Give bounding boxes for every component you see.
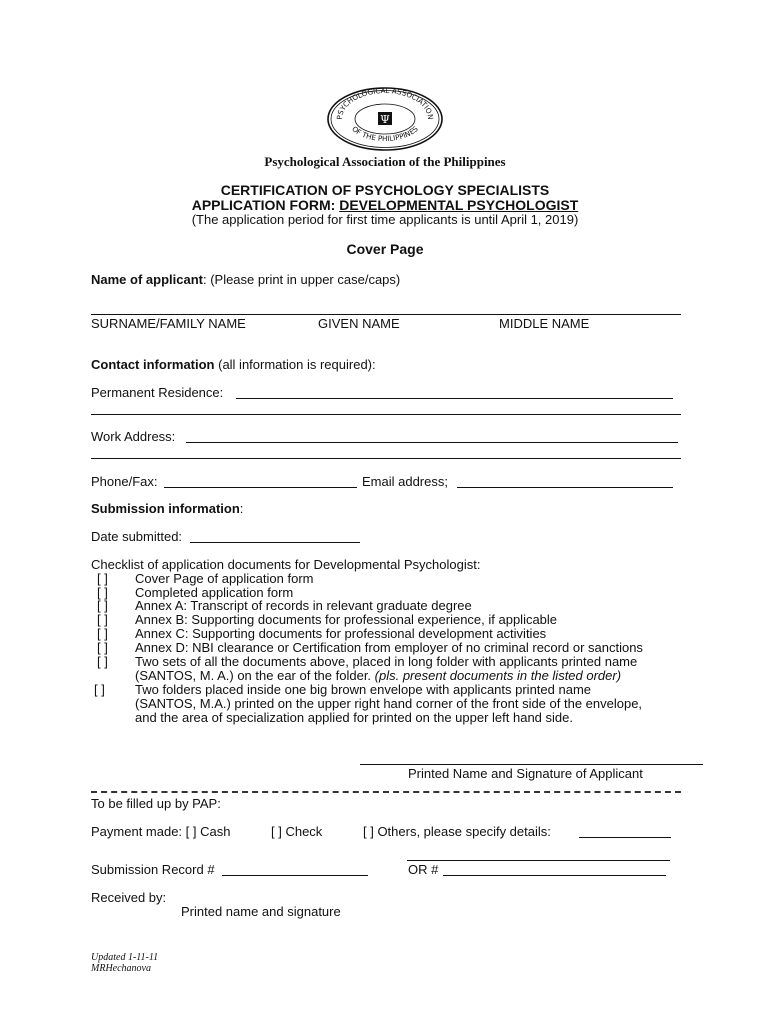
- continuation-text: (SANTOS, M. A.) on the ear of the folder.: [135, 668, 375, 683]
- checklist-item-text: Annex A: Transcript of records in relevant graduate degree: [135, 598, 472, 613]
- checklist-item-continuation: [135, 668, 621, 683]
- checkbox[interactable]: [ ]: [97, 598, 108, 613]
- checklist-item[interactable]: [97, 571, 313, 586]
- svg-text:OF THE PHILIPPINES: [350, 124, 420, 143]
- checkbox[interactable]: [ ]: [97, 654, 108, 669]
- checklist-item[interactable]: [97, 612, 557, 627]
- applicant-signature-label: Printed Name and Signature of Applicant: [408, 766, 643, 781]
- checklist-item-text: Completed application form: [135, 585, 294, 600]
- checklist-item-text: Annex B: Supporting documents for professional experience, if applicable: [135, 612, 558, 627]
- checklist-item[interactable]: [97, 598, 472, 613]
- checkbox[interactable]: [ ]: [94, 682, 105, 697]
- submission-label-colon: :: [239, 501, 244, 516]
- phone-fax-field[interactable]: [164, 487, 357, 488]
- name-entry-line[interactable]: [91, 314, 681, 315]
- date-submitted-label: Date submitted:: [91, 529, 183, 544]
- cover-page-heading: Cover Page: [346, 241, 424, 257]
- checklist-item[interactable]: [97, 626, 546, 641]
- form-title-line2: [0, 197, 770, 213]
- contact-info-label: [91, 357, 376, 372]
- checklist-item[interactable]: [97, 640, 643, 655]
- org-name: Psychological Association of the Philippines: [264, 154, 506, 169]
- payment-others-option[interactable]: [ ] Others, please specify details:: [363, 824, 551, 839]
- checkbox[interactable]: [ ]: [97, 571, 108, 586]
- pap-logo: [326, 86, 444, 152]
- or-number-label: OR #: [408, 862, 439, 877]
- footer-updated: Updated 1-11-11: [91, 952, 159, 963]
- date-submitted-field[interactable]: [190, 542, 360, 543]
- psi-symbol: Ψ: [380, 113, 390, 126]
- checklist-item-text: Cover Page of application form: [135, 571, 314, 586]
- checklist-item-text: Two folders placed inside one big brown envelope with applicants printed name: [135, 682, 592, 697]
- checkbox[interactable]: [ ]: [97, 612, 108, 627]
- checklist-item-continuation: (SANTOS, M.A.) printed on the upper right hand corner of the front side of the envelope,: [135, 696, 643, 711]
- permanent-residence-field[interactable]: [236, 398, 673, 399]
- or-number-top-line[interactable]: [407, 860, 670, 861]
- checklist-item-text: Annex D: NBI clearance or Certification from employer of no criminal record or sanctions: [135, 640, 643, 655]
- work-address-field[interactable]: [186, 442, 678, 443]
- email-field[interactable]: [457, 487, 673, 488]
- checkbox[interactable]: [ ]: [97, 585, 108, 600]
- checkbox[interactable]: [ ]: [97, 640, 108, 655]
- seal-graphic: [326, 86, 444, 152]
- permanent-residence-line2[interactable]: [91, 414, 681, 415]
- received-by-label: Received by:: [91, 890, 167, 905]
- submission-record-field[interactable]: [222, 875, 368, 876]
- checklist-item-text: Two sets of all the documents above, placed in long folder with applicants printed name: [135, 654, 638, 669]
- submission-label-bold: Submission information: [91, 501, 240, 516]
- checklist-item[interactable]: [97, 654, 637, 669]
- form-title-prefix: APPLICATION FORM:: [191, 197, 340, 213]
- received-by-signature-label: Printed name and signature: [181, 904, 341, 919]
- checklist-item-continuation: and the area of specialization applied for printed on the upper left hand side.: [135, 710, 573, 725]
- payment-details-field[interactable]: [579, 837, 671, 838]
- name-label-note: : (Please print in upper case/caps): [202, 272, 401, 287]
- work-address-label: Work Address:: [91, 429, 176, 444]
- seal-bottom-text: OF THE PHILIPPINES: [350, 124, 420, 143]
- submission-record-label: Submission Record #: [91, 862, 215, 877]
- or-number-field[interactable]: [443, 875, 666, 876]
- phone-fax-label: Phone/Fax:: [91, 474, 158, 489]
- cut-line-divider: [91, 791, 681, 793]
- work-address-line2[interactable]: [91, 458, 681, 459]
- name-of-applicant-label: [91, 272, 400, 287]
- form-title-specialty: DEVELOPMENTAL PSYCHOLOGIST: [339, 197, 579, 213]
- contact-label-bold: Contact information: [91, 357, 215, 372]
- checklist-item[interactable]: [94, 682, 591, 697]
- payment-cash-option[interactable]: Payment made: [ ] Cash: [91, 824, 231, 839]
- footer-author: MRHechanova: [91, 963, 151, 974]
- applicant-signature-line[interactable]: [360, 764, 703, 765]
- form-title-line1: CERTIFICATION OF PSYCHOLOGY SPECIALISTS: [220, 182, 550, 198]
- name-label-bold: Name of applicant: [91, 272, 203, 287]
- permanent-residence-label: Permanent Residence:: [91, 385, 224, 400]
- checkbox[interactable]: [ ]: [97, 626, 108, 641]
- pap-section-heading: To be filled up by PAP:: [91, 796, 221, 811]
- payment-check-option[interactable]: [ ] Check: [271, 824, 323, 839]
- application-period-note: (The application period for first time applicants is until April 1, 2019): [191, 212, 579, 227]
- checklist-item-text: Annex C: Supporting documents for professional development activities: [135, 626, 547, 641]
- seal-top-text: PSYCHOLOGICAL ASSOCIATION: [334, 86, 436, 121]
- surname-column-label: SURNAME/FAMILY NAME: [91, 316, 246, 331]
- listed-order-note: (pls. present documents in the listed order): [374, 668, 622, 683]
- email-label: Email address;: [362, 474, 448, 489]
- checklist-heading: Checklist of application documents for Developmental Psychologist:: [91, 557, 481, 572]
- given-name-column-label: GIVEN NAME: [318, 316, 400, 331]
- middle-name-column-label: MIDDLE NAME: [499, 316, 590, 331]
- submission-info-label: [91, 501, 243, 516]
- contact-label-note: (all information is required):: [214, 357, 376, 372]
